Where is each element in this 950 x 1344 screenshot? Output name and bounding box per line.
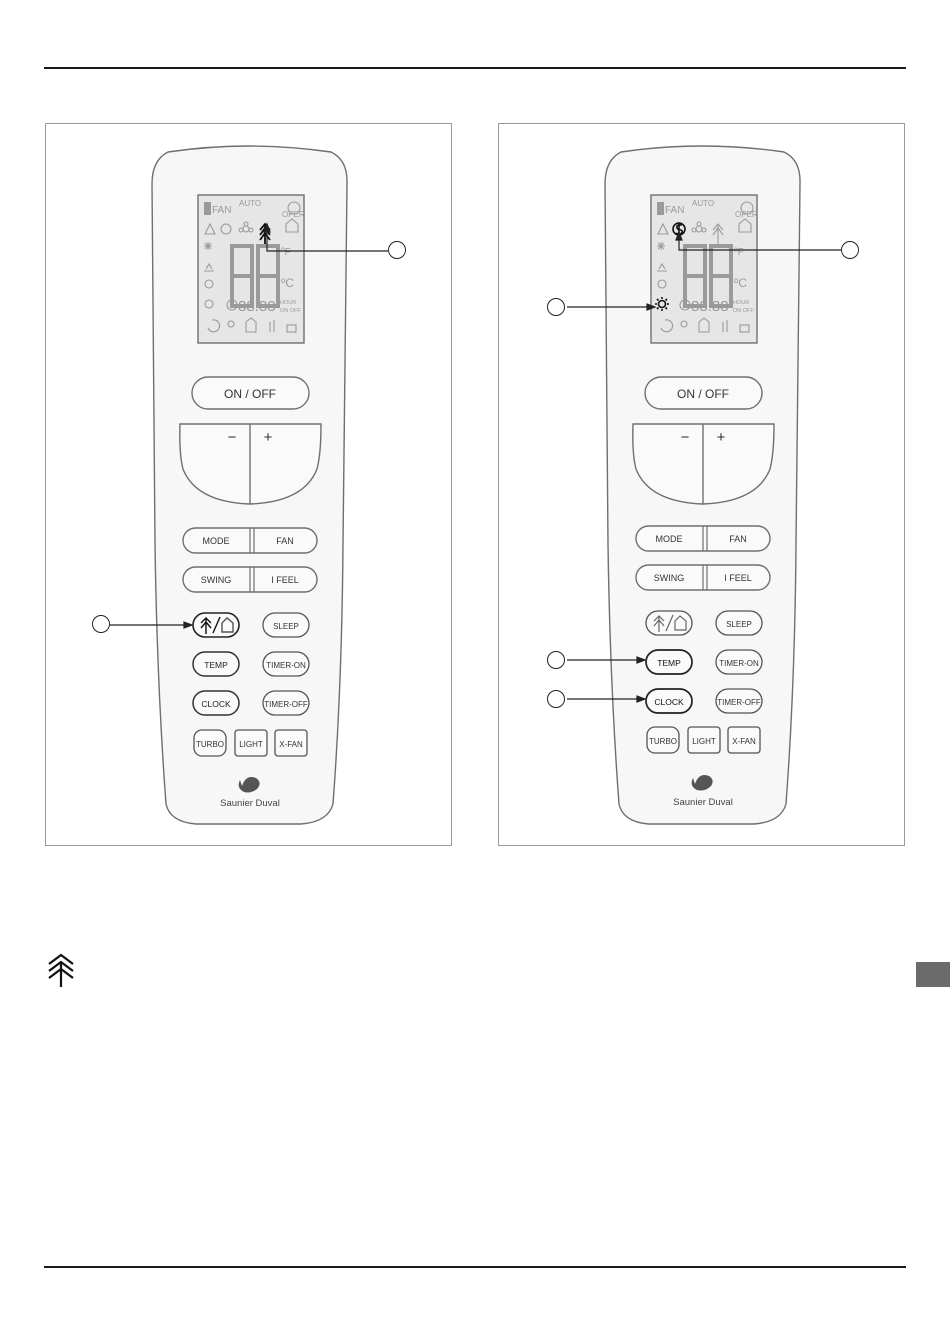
figure-panel-left xyxy=(45,123,452,846)
svg-text:X-FAN: X-FAN xyxy=(279,740,303,749)
minus-button: − xyxy=(227,429,237,446)
ifeel-button: I FEEL xyxy=(724,573,752,583)
svg-text:LIGHT: LIGHT xyxy=(239,740,263,749)
lcd-hour-text: HOUR xyxy=(733,300,750,306)
callout-marker xyxy=(547,651,565,669)
callout-marker xyxy=(388,241,406,259)
callout-marker xyxy=(841,241,859,259)
footer-rule xyxy=(44,1266,906,1268)
swing-button: SWING xyxy=(200,575,232,585)
brand-name: Saunier Duval xyxy=(673,797,733,808)
lcd-onoff-text: ON OFF xyxy=(733,308,754,314)
brand-name: Saunier Duval xyxy=(220,798,280,809)
lcd-fahrenheit: ºF xyxy=(281,247,291,258)
lcd-time-digits: 88.88 xyxy=(691,298,729,315)
lcd-auto-text: AUTO xyxy=(692,199,715,208)
lcd-hour-text: HOUR xyxy=(280,300,297,306)
lcd-celsius: ºC xyxy=(734,276,748,290)
svg-text:ON / OFF: ON / OFF xyxy=(224,387,276,401)
mode-button: MODE xyxy=(202,536,230,546)
lcd-auto-text: AUTO xyxy=(239,199,262,208)
callout-marker xyxy=(547,690,565,708)
header-rule xyxy=(44,67,906,69)
svg-text:SLEEP: SLEEP xyxy=(726,620,752,629)
svg-text:ON / OFF: ON / OFF xyxy=(677,387,729,401)
svg-text:TIMER-ON: TIMER-ON xyxy=(719,659,759,668)
swing-button: SWING xyxy=(653,573,685,583)
lcd-time-digits: 88.88 xyxy=(238,298,276,315)
minus-button: − xyxy=(680,429,690,446)
fan-button: FAN xyxy=(729,534,747,544)
svg-text:CLOCK: CLOCK xyxy=(201,699,231,709)
svg-text:X-FAN: X-FAN xyxy=(732,737,756,746)
svg-text:SLEEP: SLEEP xyxy=(273,622,299,631)
remote-control-right xyxy=(499,124,906,847)
lcd-fahrenheit: ºF xyxy=(734,247,744,258)
callout-marker xyxy=(547,298,565,316)
lcd-celsius: ºC xyxy=(281,276,295,290)
section-tab-marker xyxy=(916,962,950,987)
callout-marker xyxy=(92,615,110,633)
lcd-onoff-text: ON OFF xyxy=(280,308,301,314)
lcd-oper-text: OPER xyxy=(735,210,758,219)
svg-text:TURBO: TURBO xyxy=(649,737,677,746)
svg-text:TIMER-OFF: TIMER-OFF xyxy=(717,698,761,707)
lcd-fan-text: FAN xyxy=(212,205,232,216)
svg-text:LIGHT: LIGHT xyxy=(692,737,716,746)
svg-text:TEMP: TEMP xyxy=(204,660,228,670)
svg-text:CLOCK: CLOCK xyxy=(654,697,684,707)
svg-text:TURBO: TURBO xyxy=(196,740,224,749)
plus-button: + xyxy=(716,429,726,446)
svg-text:TIMER-OFF: TIMER-OFF xyxy=(264,700,308,709)
ifeel-button: I FEEL xyxy=(271,575,299,585)
mode-button: MODE xyxy=(655,534,683,544)
figure-panel-right xyxy=(498,123,905,846)
plus-button: + xyxy=(263,429,273,446)
lcd-oper-text: OPER xyxy=(282,210,305,219)
svg-text:TIMER-ON: TIMER-ON xyxy=(266,661,306,670)
fan-button: FAN xyxy=(276,536,294,546)
lcd-fan-text: FAN xyxy=(665,205,685,216)
svg-text:TEMP: TEMP xyxy=(657,658,681,668)
remote-control-left xyxy=(46,124,453,847)
tree-icon xyxy=(46,952,76,988)
